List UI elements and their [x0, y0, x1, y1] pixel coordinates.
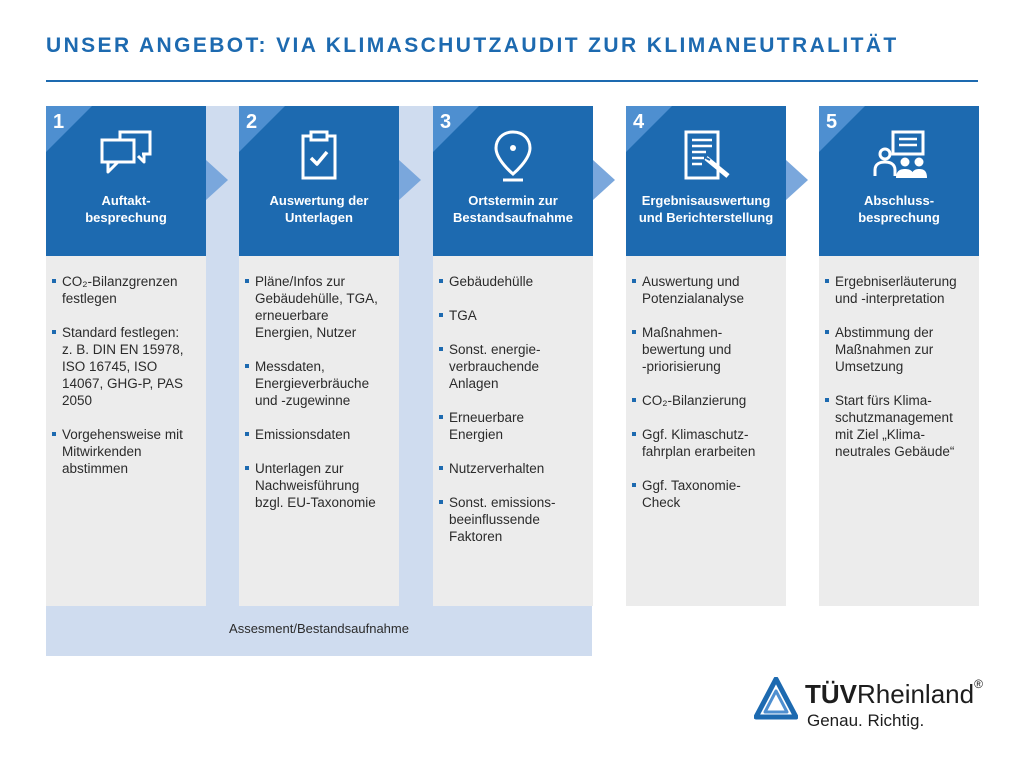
tuv-triangle-icon — [754, 677, 798, 721]
step-column-4 — [626, 106, 786, 606]
step-title-line: Ergebnisauswertung — [641, 193, 771, 208]
step-title-line: besprechung — [85, 210, 167, 225]
step-header — [239, 106, 399, 256]
report-pen-icon — [676, 126, 736, 186]
list-item-line: schutzmanagement — [835, 410, 953, 425]
list-item — [449, 460, 579, 477]
list-item-line: 14067, GHG-P, PAS — [62, 376, 184, 391]
list-item-line: erneuerbare — [255, 308, 329, 323]
list-item — [835, 392, 965, 460]
step-arrow-icon — [786, 160, 808, 200]
list-item-line: Ggf. Taxonomie- — [642, 478, 741, 493]
tuv-rheinland-logo — [754, 677, 984, 737]
step-column-3 — [433, 106, 593, 606]
list-item-line: Ggf. Klimaschutz- — [642, 427, 749, 442]
list-item-line: Energieverbräuche — [255, 376, 370, 391]
list-item — [835, 273, 965, 307]
list-item-line: Start fürs Klima- — [835, 393, 932, 408]
step-arrow-icon — [206, 160, 228, 200]
step-title — [825, 192, 973, 226]
list-item-line: verbrauchende — [449, 359, 540, 374]
list-item-line: bewertung und — [642, 342, 732, 357]
list-item-line: CO₂-Bilanzierung — [642, 393, 747, 408]
logo-wordmark — [805, 679, 983, 710]
step-title-line: Abschluss- — [863, 193, 935, 208]
list-item-line: und -interpretation — [835, 291, 945, 306]
list-item-line: Energien, Nutzer — [255, 325, 357, 340]
location-pin-icon — [483, 126, 543, 186]
list-item-line: ISO 16745, ISO — [62, 359, 158, 374]
step-title-line: Auswertung der — [269, 193, 369, 208]
step-column-5 — [819, 106, 979, 606]
step-details — [433, 256, 593, 606]
step-title-line: Ortstermin zur — [468, 193, 558, 208]
list-item-line: Auswertung und — [642, 274, 740, 289]
assessment-band-label: Assesment/Bestandsaufnahme — [229, 621, 409, 636]
list-item-line: mit Ziel „Klima- — [835, 427, 925, 442]
list-item — [62, 426, 192, 477]
step-item-list — [819, 273, 979, 460]
logo-name-rest: Rheinland — [857, 679, 975, 709]
list-item-line: Nutzerverhalten — [449, 461, 545, 476]
speech-bubbles-icon — [96, 126, 156, 186]
list-item-line: -priorisierung — [642, 359, 721, 374]
list-item — [449, 409, 579, 443]
list-item-line: Gebäudehülle, TGA, — [255, 291, 378, 306]
list-item — [642, 273, 772, 307]
list-item — [642, 392, 772, 409]
list-item-line: Sonst. emissions- — [449, 495, 556, 510]
list-item — [255, 426, 385, 443]
list-item — [642, 426, 772, 460]
list-item — [62, 273, 192, 307]
list-item — [255, 460, 385, 511]
step-details — [626, 256, 786, 606]
step-number: 5 — [826, 111, 838, 133]
list-item-line: Anlagen — [449, 376, 499, 391]
list-item-line: Standard festlegen: — [62, 325, 180, 340]
list-item-line: CO₂-Bilanzgrenzen — [62, 274, 178, 289]
step-details — [819, 256, 979, 606]
logo-tagline: Genau. Richtig. — [807, 711, 925, 730]
step-header — [46, 106, 206, 256]
list-item-line: beeinflussende — [449, 512, 540, 527]
step-number: 1 — [53, 111, 65, 133]
list-item — [449, 307, 579, 324]
logo-registered: ® — [974, 677, 983, 691]
step-title-line: Bestandsaufnahme — [453, 210, 573, 225]
step-details — [46, 256, 206, 606]
list-item-line: Mitwirkenden — [62, 444, 142, 459]
clipboard-check-icon — [289, 126, 349, 186]
list-item-line: Faktoren — [449, 529, 503, 544]
list-item-line: und -zugewinne — [255, 393, 351, 408]
step-title-line: besprechung — [858, 210, 940, 225]
list-item — [642, 477, 772, 511]
list-item-line: festlegen — [62, 291, 117, 306]
step-title — [439, 192, 587, 226]
step-title — [245, 192, 393, 226]
list-item — [449, 494, 579, 545]
list-item-line: Nachweisführung — [255, 478, 360, 493]
list-item-line: Vorgehensweise mit — [62, 427, 183, 442]
list-item — [62, 324, 192, 409]
step-details — [239, 256, 399, 606]
list-item-line: Potenzialanalyse — [642, 291, 745, 306]
step-item-list — [239, 273, 399, 511]
title-divider — [46, 80, 978, 82]
step-title — [52, 192, 200, 226]
presentation-people-icon — [869, 126, 929, 186]
step-item-list — [626, 273, 786, 511]
list-item — [255, 358, 385, 409]
list-item-line: z. B. DIN EN 15978, — [62, 342, 184, 357]
list-item-line: neutrales Gebäude“ — [835, 444, 955, 459]
list-item — [449, 273, 579, 290]
step-column-1 — [46, 106, 206, 606]
list-item-line: Gebäudehülle — [449, 274, 534, 289]
list-item — [642, 324, 772, 375]
step-title-line: und Berichterstellung — [638, 210, 774, 225]
step-item-list — [433, 273, 593, 545]
list-item-line: Umsetzung — [835, 359, 904, 374]
step-arrow-icon — [399, 160, 421, 200]
list-item-line: TGA — [449, 308, 477, 323]
step-number: 4 — [633, 111, 645, 133]
step-header — [626, 106, 786, 256]
step-title — [632, 192, 780, 226]
list-item-line: Check — [642, 495, 681, 510]
list-item-line: Unterlagen zur — [255, 461, 344, 476]
step-column-2 — [239, 106, 399, 606]
list-item-line: Maßnahmen- — [642, 325, 723, 340]
step-title-line: Unterlagen — [285, 210, 353, 225]
step-arrow-icon — [593, 160, 615, 200]
list-item-line: bzgl. EU-Taxonomie — [255, 495, 376, 510]
list-item-line: Abstimmung der — [835, 325, 934, 340]
list-item — [835, 324, 965, 375]
list-item-line: Pläne/Infos zur — [255, 274, 346, 289]
step-item-list — [46, 273, 206, 477]
list-item — [255, 273, 385, 341]
step-number: 3 — [440, 111, 452, 133]
list-item-line: Messdaten, — [255, 359, 325, 374]
list-item-line: Maßnahmen zur — [835, 342, 934, 357]
list-item-line: Emissionsdaten — [255, 427, 351, 442]
logo-name-bold: TÜV — [805, 679, 857, 709]
list-item — [449, 341, 579, 392]
list-item-line: Sonst. energie- — [449, 342, 541, 357]
list-item-line: Ergebniserläuterung — [835, 274, 957, 289]
list-item-line: 2050 — [62, 393, 93, 408]
step-title-line: Auftakt- — [101, 193, 151, 208]
step-header — [433, 106, 593, 256]
page-title: UNSER ANGEBOT: VIA KLIMASCHUTZAUDIT ZUR KLIMANEUTRALITÄT — [46, 34, 899, 57]
list-item-line: abstimmen — [62, 461, 129, 476]
list-item-line: Energien — [449, 427, 504, 442]
list-item-line: fahrplan erarbeiten — [642, 444, 756, 459]
step-number: 2 — [246, 111, 258, 133]
step-header — [819, 106, 979, 256]
list-item-line: Erneuerbare — [449, 410, 525, 425]
